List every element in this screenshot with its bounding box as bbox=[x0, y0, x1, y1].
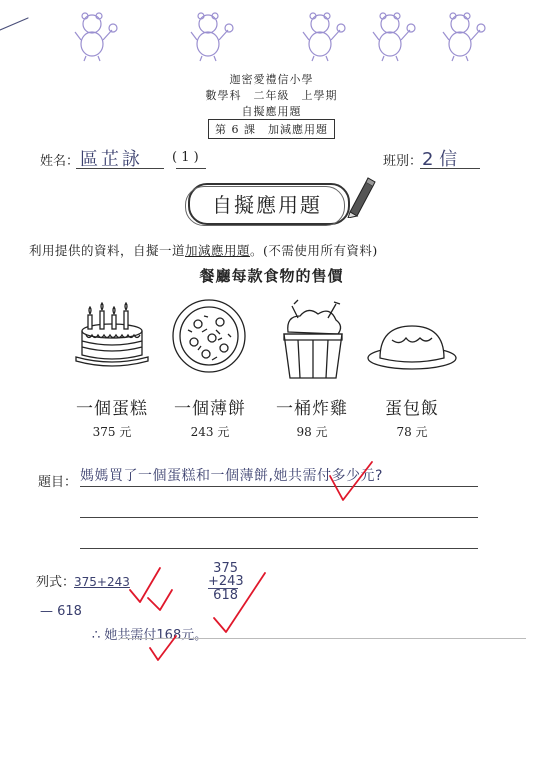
lesson-label: 第 6 課 加減應用題 bbox=[208, 119, 335, 139]
name-label: 姓名： bbox=[40, 154, 80, 169]
food-price: 98 元 bbox=[296, 425, 328, 439]
food-name: 一個蛋糕 bbox=[76, 399, 148, 419]
student-name[interactable]: 區芷詠 bbox=[80, 149, 143, 170]
food-price: 78 元 bbox=[396, 425, 428, 439]
question-answer[interactable]: 媽媽買了一個蛋糕和一個薄餅,她共需付多少元? bbox=[80, 468, 383, 484]
working-label: 列式： bbox=[36, 575, 76, 590]
conclusion[interactable]: ∴ 她共需付168元。 bbox=[92, 628, 208, 643]
food-name: 一個薄餅 bbox=[174, 399, 246, 419]
student-number: ( 1 ) bbox=[172, 150, 199, 165]
banner-title: 自擬應用題 bbox=[212, 193, 322, 217]
class-label: 班別： bbox=[383, 154, 423, 169]
expression[interactable]: 375+243 bbox=[74, 575, 130, 589]
food-name: 蛋包飯 bbox=[385, 399, 439, 419]
school-name: 迦密愛禮信小學 bbox=[229, 73, 314, 86]
class-value[interactable]: 2 信 bbox=[422, 149, 458, 170]
menu-title: 餐廳每款食物的售價 bbox=[199, 267, 344, 285]
result-line[interactable]: — 618 bbox=[40, 604, 82, 619]
vertical-working[interactable]: 375 +243 618 bbox=[208, 561, 244, 603]
subject-line: 數學科 二年級 上學期 bbox=[205, 89, 338, 102]
instruction: 利用提供的資料，自擬一道加減應用題。(不需使用所有資料) bbox=[29, 243, 378, 258]
food-name: 一桶炸雞 bbox=[276, 399, 348, 419]
worksheet-title: 自擬應用題 bbox=[241, 105, 302, 118]
food-price: 243 元 bbox=[190, 425, 230, 439]
food-price: 375 元 bbox=[92, 425, 132, 439]
question-label: 題目： bbox=[38, 475, 78, 490]
